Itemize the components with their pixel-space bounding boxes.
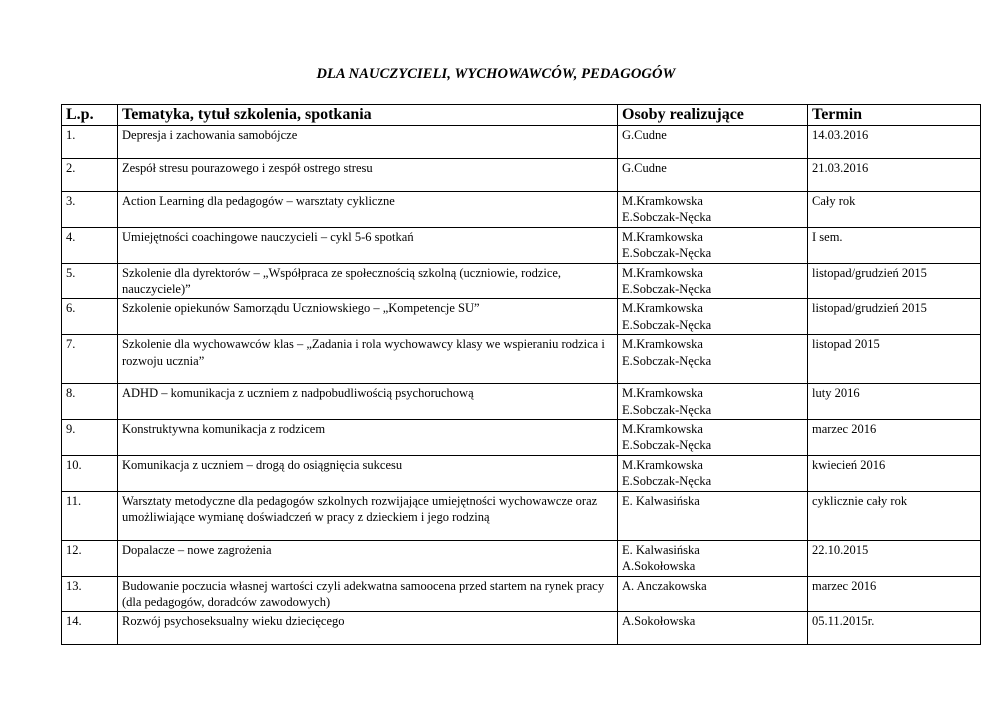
person-name: E.Sobczak-Nęcka [622, 246, 712, 261]
row-term: I sem. [808, 227, 981, 263]
row-persons [618, 263, 808, 299]
row-persons [618, 612, 808, 645]
row-lp: 7. [62, 335, 118, 384]
row-topic: Budowanie poczucia własnej wartości czyli adekwatna samoocena przed startem na rynek pracy (dla pedagogów, doradców zawodowych) [118, 576, 618, 612]
row-lp: 1. [62, 126, 118, 159]
table-row [62, 576, 981, 612]
table-row [62, 126, 981, 159]
header-persons: Osoby realizujące [618, 105, 808, 126]
table-row [62, 227, 981, 263]
table-body [62, 126, 981, 645]
row-persons [618, 491, 808, 540]
row-persons [618, 192, 808, 228]
row-term: listopad/grudzień 2015 [808, 299, 981, 335]
table-row [62, 263, 981, 299]
person-name: A.Sokołowska [622, 614, 696, 629]
row-topic: Warsztaty metodyczne dla pedagogów szkolnych rozwijające umiejętności wychowawcze oraz umożliwiające wymianę doświadczeń w pracy z dzieckiem i jego rodziną [118, 491, 618, 540]
row-topic: Action Learning dla pedagogów – warsztaty cykliczne [118, 192, 618, 228]
person-name: E. Kalwasińska [622, 542, 700, 557]
table-row [62, 540, 981, 576]
row-lp: 10. [62, 455, 118, 491]
training-schedule-table [61, 104, 981, 645]
row-topic: Szkolenie dla wychowawców klas – „Zadania i rola wychowawcy klasy we wspieraniu rodzica i rozwoju ucznia” [118, 335, 618, 384]
person-name: E. Kalwasińska [622, 493, 700, 508]
row-term: marzec 2016 [808, 420, 981, 456]
person-name: E.Sobczak-Nęcka [622, 282, 712, 297]
table-row [62, 455, 981, 491]
row-term: 22.10.2015 [808, 540, 981, 576]
person-name: M.Kramkowska [622, 229, 703, 244]
person-name: M.Kramkowska [622, 457, 703, 472]
person-name: E.Sobczak-Nęcka [622, 210, 712, 225]
person-name: E.Sobczak-Nęcka [622, 353, 712, 368]
person-name: M.Kramkowska [622, 422, 703, 437]
row-lp: 5. [62, 263, 118, 299]
person-name: E.Sobczak-Nęcka [622, 317, 712, 332]
table-row [62, 192, 981, 228]
row-lp: 4. [62, 227, 118, 263]
person-name: E.Sobczak-Nęcka [622, 402, 712, 417]
row-persons [618, 159, 808, 192]
row-topic: Rozwój psychoseksualny wieku dziecięcego [118, 612, 618, 645]
table-row [62, 612, 981, 645]
row-term: listopad 2015 [808, 335, 981, 384]
table-row [62, 420, 981, 456]
row-persons [618, 540, 808, 576]
table-row [62, 299, 981, 335]
table-row [62, 159, 981, 192]
row-lp: 3. [62, 192, 118, 228]
row-persons [618, 576, 808, 612]
row-topic: ADHD – komunikacja z uczniem z nadpobudliwością psychoruchową [118, 384, 618, 420]
row-lp: 14. [62, 612, 118, 645]
row-topic: Szkolenie opiekunów Samorządu Uczniowskiego – „Kompetencje SU” [118, 299, 618, 335]
row-lp: 8. [62, 384, 118, 420]
person-name: G.Cudne [622, 161, 667, 175]
row-lp: 11. [62, 491, 118, 540]
row-term: listopad/grudzień 2015 [808, 263, 981, 299]
row-term: Cały rok [808, 192, 981, 228]
person-name: G.Cudne [622, 128, 667, 142]
row-topic: Zespół stresu pourazowego i zespół ostrego stresu [118, 159, 618, 192]
row-lp: 12. [62, 540, 118, 576]
row-term: 14.03.2016 [808, 126, 981, 159]
person-name: M.Kramkowska [622, 301, 703, 316]
row-lp: 2. [62, 159, 118, 192]
row-term: 21.03.2016 [808, 159, 981, 192]
row-topic: Komunikacja z uczniem – drogą do osiągnięcia sukcesu [118, 455, 618, 491]
person-name: M.Kramkowska [622, 265, 703, 280]
row-persons [618, 335, 808, 384]
row-topic: Szkolenie dla dyrektorów – „Współpraca ze społecznością szkolną (uczniowie, rodzice, nauczyciele)” [118, 263, 618, 299]
table-row [62, 335, 981, 384]
row-term: marzec 2016 [808, 576, 981, 612]
person-name: M.Kramkowska [622, 386, 703, 401]
row-topic: Dopalacze – nowe zagrożenia [118, 540, 618, 576]
table-row [62, 384, 981, 420]
row-persons [618, 384, 808, 420]
row-topic: Konstruktywna komunikacja z rodzicem [118, 420, 618, 456]
row-lp: 6. [62, 299, 118, 335]
table-header-row [62, 105, 981, 126]
person-name: E.Sobczak-Nęcka [622, 438, 712, 453]
row-persons [618, 227, 808, 263]
row-term: 05.11.2015r. [808, 612, 981, 645]
row-term: cyklicznie cały rok [808, 491, 981, 540]
person-name: E.Sobczak-Nęcka [622, 474, 712, 489]
row-term: kwiecień 2016 [808, 455, 981, 491]
person-name: A.Sokołowska [622, 559, 696, 574]
row-lp: 13. [62, 576, 118, 612]
row-persons [618, 126, 808, 159]
header-term: Termin [808, 105, 981, 126]
row-lp: 9. [62, 420, 118, 456]
row-persons [618, 455, 808, 491]
row-persons [618, 299, 808, 335]
person-name: A. Anczakowska [622, 578, 707, 593]
person-name: M.Kramkowska [622, 337, 703, 352]
row-term: luty 2016 [808, 384, 981, 420]
row-persons [618, 420, 808, 456]
header-lp: L.p. [62, 105, 118, 126]
page-title: DLA NAUCZYCIELI, WYCHOWAWCÓW, PEDAGOGÓW [316, 66, 676, 82]
table-row [62, 491, 981, 540]
row-topic: Umiejętności coachingowe nauczycieli – cykl 5-6 spotkań [118, 227, 618, 263]
row-topic: Depresja i zachowania samobójcze [118, 126, 618, 159]
person-name: M.Kramkowska [622, 194, 703, 208]
header-topic: Tematyka, tytuł szkolenia, spotkania [118, 105, 618, 126]
